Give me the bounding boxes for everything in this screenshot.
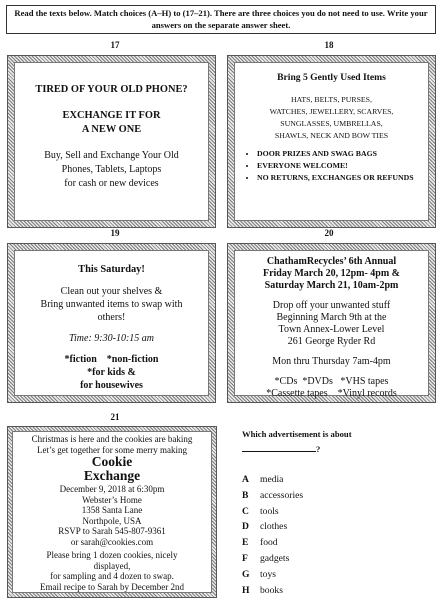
option-b (242, 488, 303, 504)
ad20-items-2: *Cassette tapes *Vinyl records (266, 388, 397, 399)
instructions-box (6, 5, 436, 34)
ad20-body-3: Town Annex-Lower Level (278, 324, 385, 335)
ad21-street: 1358 Santa Lane (81, 505, 143, 515)
option-text: gadgets (260, 552, 290, 564)
ad20-body-2: Beginning March 9th at the (276, 312, 387, 323)
ad21-email: or sarah@cookies.com (70, 536, 154, 547)
option-f (242, 551, 303, 567)
ad20-body-1: Drop off your unwanted stuff (272, 300, 391, 311)
ad19-time: Time: 9:30-10:15 am (69, 333, 154, 344)
ad19-title: This Saturday! (78, 264, 145, 275)
ad18-items-1: HATS, BELTS, PURSES, (291, 95, 372, 104)
ad17-body-3: for cash or new devices (64, 178, 159, 189)
option-letter: E (242, 537, 249, 549)
ad-number-21: 21 (110, 412, 120, 422)
ad18-items-2: WATCHES, JEWELLERY, SCARVES, (269, 107, 394, 116)
option-letter: F (242, 552, 248, 564)
ad20-items-1: *CDs *DVDs *VHS tapes (274, 376, 389, 387)
ad21-intro-2: Let’s get together for some merry making (37, 444, 187, 455)
question-prefix: Which advertisement is about (242, 429, 352, 439)
option-text: toys (260, 568, 276, 580)
ad21-note-4: Email recipe to Sarah by December 2nd (40, 581, 184, 592)
ad21-title-2: Exchange (83, 467, 141, 483)
advertisement-18 (227, 55, 436, 228)
option-g (242, 567, 303, 583)
ad17-new-one: A NEW ONE (81, 124, 142, 135)
ad18-bullet: • DOOR PRIZES AND SWAG BAGS (257, 148, 428, 160)
ad21-note-3: for sampling and 4 dozen to swap. (50, 571, 174, 581)
ad19-categories-3: for housewives (80, 380, 143, 391)
ad18-bullet-list (235, 148, 428, 184)
ad21-city: Northpole, USA (82, 515, 142, 526)
ad17-body-2: Phones, Tablets, Laptops (61, 164, 162, 175)
option-letter: B (242, 489, 249, 501)
ad20-body-4: 261 George Ryder Rd (287, 336, 376, 347)
ad19-body-3: others! (97, 312, 126, 323)
ad21-note-2: displayed, (93, 560, 131, 571)
ad21-intro-1: Christmas is here and the cookies are baking (31, 434, 193, 444)
ad19-body-1: Clean out your shelves & (60, 286, 163, 297)
option-letter: D (242, 521, 249, 533)
advertisement-17 (7, 55, 216, 228)
question-mark: ? (316, 444, 321, 454)
ad20-title-1: ChathamRecycles’ 6th Annual (266, 256, 397, 267)
option-text: media (260, 474, 284, 485)
option-letter: C (242, 505, 249, 517)
ad17-exchange: EXCHANGE IT FOR (62, 110, 161, 121)
ad18-items-4: SHAWLS, NECK AND BOW TIES (274, 131, 389, 140)
answer-blank (242, 442, 316, 452)
option-letter: H (242, 584, 250, 596)
option-c (242, 504, 303, 520)
option-text: books (260, 584, 283, 596)
ad-number-19: 19 (110, 228, 120, 238)
ad20-title-2: Friday March 20, 12pm- 4pm & (262, 268, 401, 279)
ad21-date: December 9, 2018 at 6:30pm (59, 484, 165, 494)
ad17-headline: TIRED OF YOUR OLD PHONE? (35, 84, 188, 95)
ad21-title-1: Cookie (91, 454, 133, 469)
ad18-bullet: • NO RETURNS, EXCHANGES OR REFUNDS (257, 172, 428, 184)
ad-number-17: 17 (110, 40, 120, 50)
advertisement-21 (7, 426, 217, 598)
ad17-body-1: Buy, Sell and Exchange Your Old (44, 150, 179, 161)
option-list (242, 472, 303, 598)
ad-number-18: 18 (324, 40, 334, 50)
option-text: clothes (260, 521, 288, 533)
ad19-categories-2: *for kids & (87, 367, 136, 378)
ad21-venue: Webster’s Home (82, 494, 142, 505)
ad21-rsvp: RSVP to Sarah 545-807-9361 (58, 526, 166, 536)
option-h (242, 583, 303, 599)
ad-number-20: 20 (324, 228, 334, 238)
question (242, 428, 352, 455)
ad18-bullet: • EVERYONE WELCOME! (257, 160, 428, 172)
option-text: food (260, 537, 278, 549)
option-a (242, 472, 303, 488)
option-text: accessories (260, 489, 304, 501)
option-letter: A (242, 474, 249, 485)
ad18-title: Bring 5 Gently Used Items (277, 72, 386, 83)
ad19-categories-1: *fiction *non-fiction (64, 354, 159, 365)
option-letter: G (242, 568, 250, 580)
ad20-title-3: Saturday March 21, 10am-2pm (264, 280, 399, 291)
option-e (242, 535, 303, 551)
advertisement-19 (7, 243, 216, 403)
instructions-text: Read the texts below. Match choices (A–H) to (17–21). There are three choices you do not need to use. Write your answers on the separate answer sheet. (14, 8, 428, 30)
ad19-body-2: Bring unwanted items to swap with (40, 299, 183, 310)
ad20-hours: Mon thru Thursday 7am-4pm (272, 356, 391, 367)
option-d (242, 519, 303, 535)
ad18-items-3: SUNGLASSES, UMBRELLAS, (280, 119, 383, 128)
ad21-note-1: Please bring 1 dozen cookies, nicely (46, 550, 178, 560)
advertisement-20 (227, 243, 436, 403)
option-text: tools (260, 505, 279, 517)
